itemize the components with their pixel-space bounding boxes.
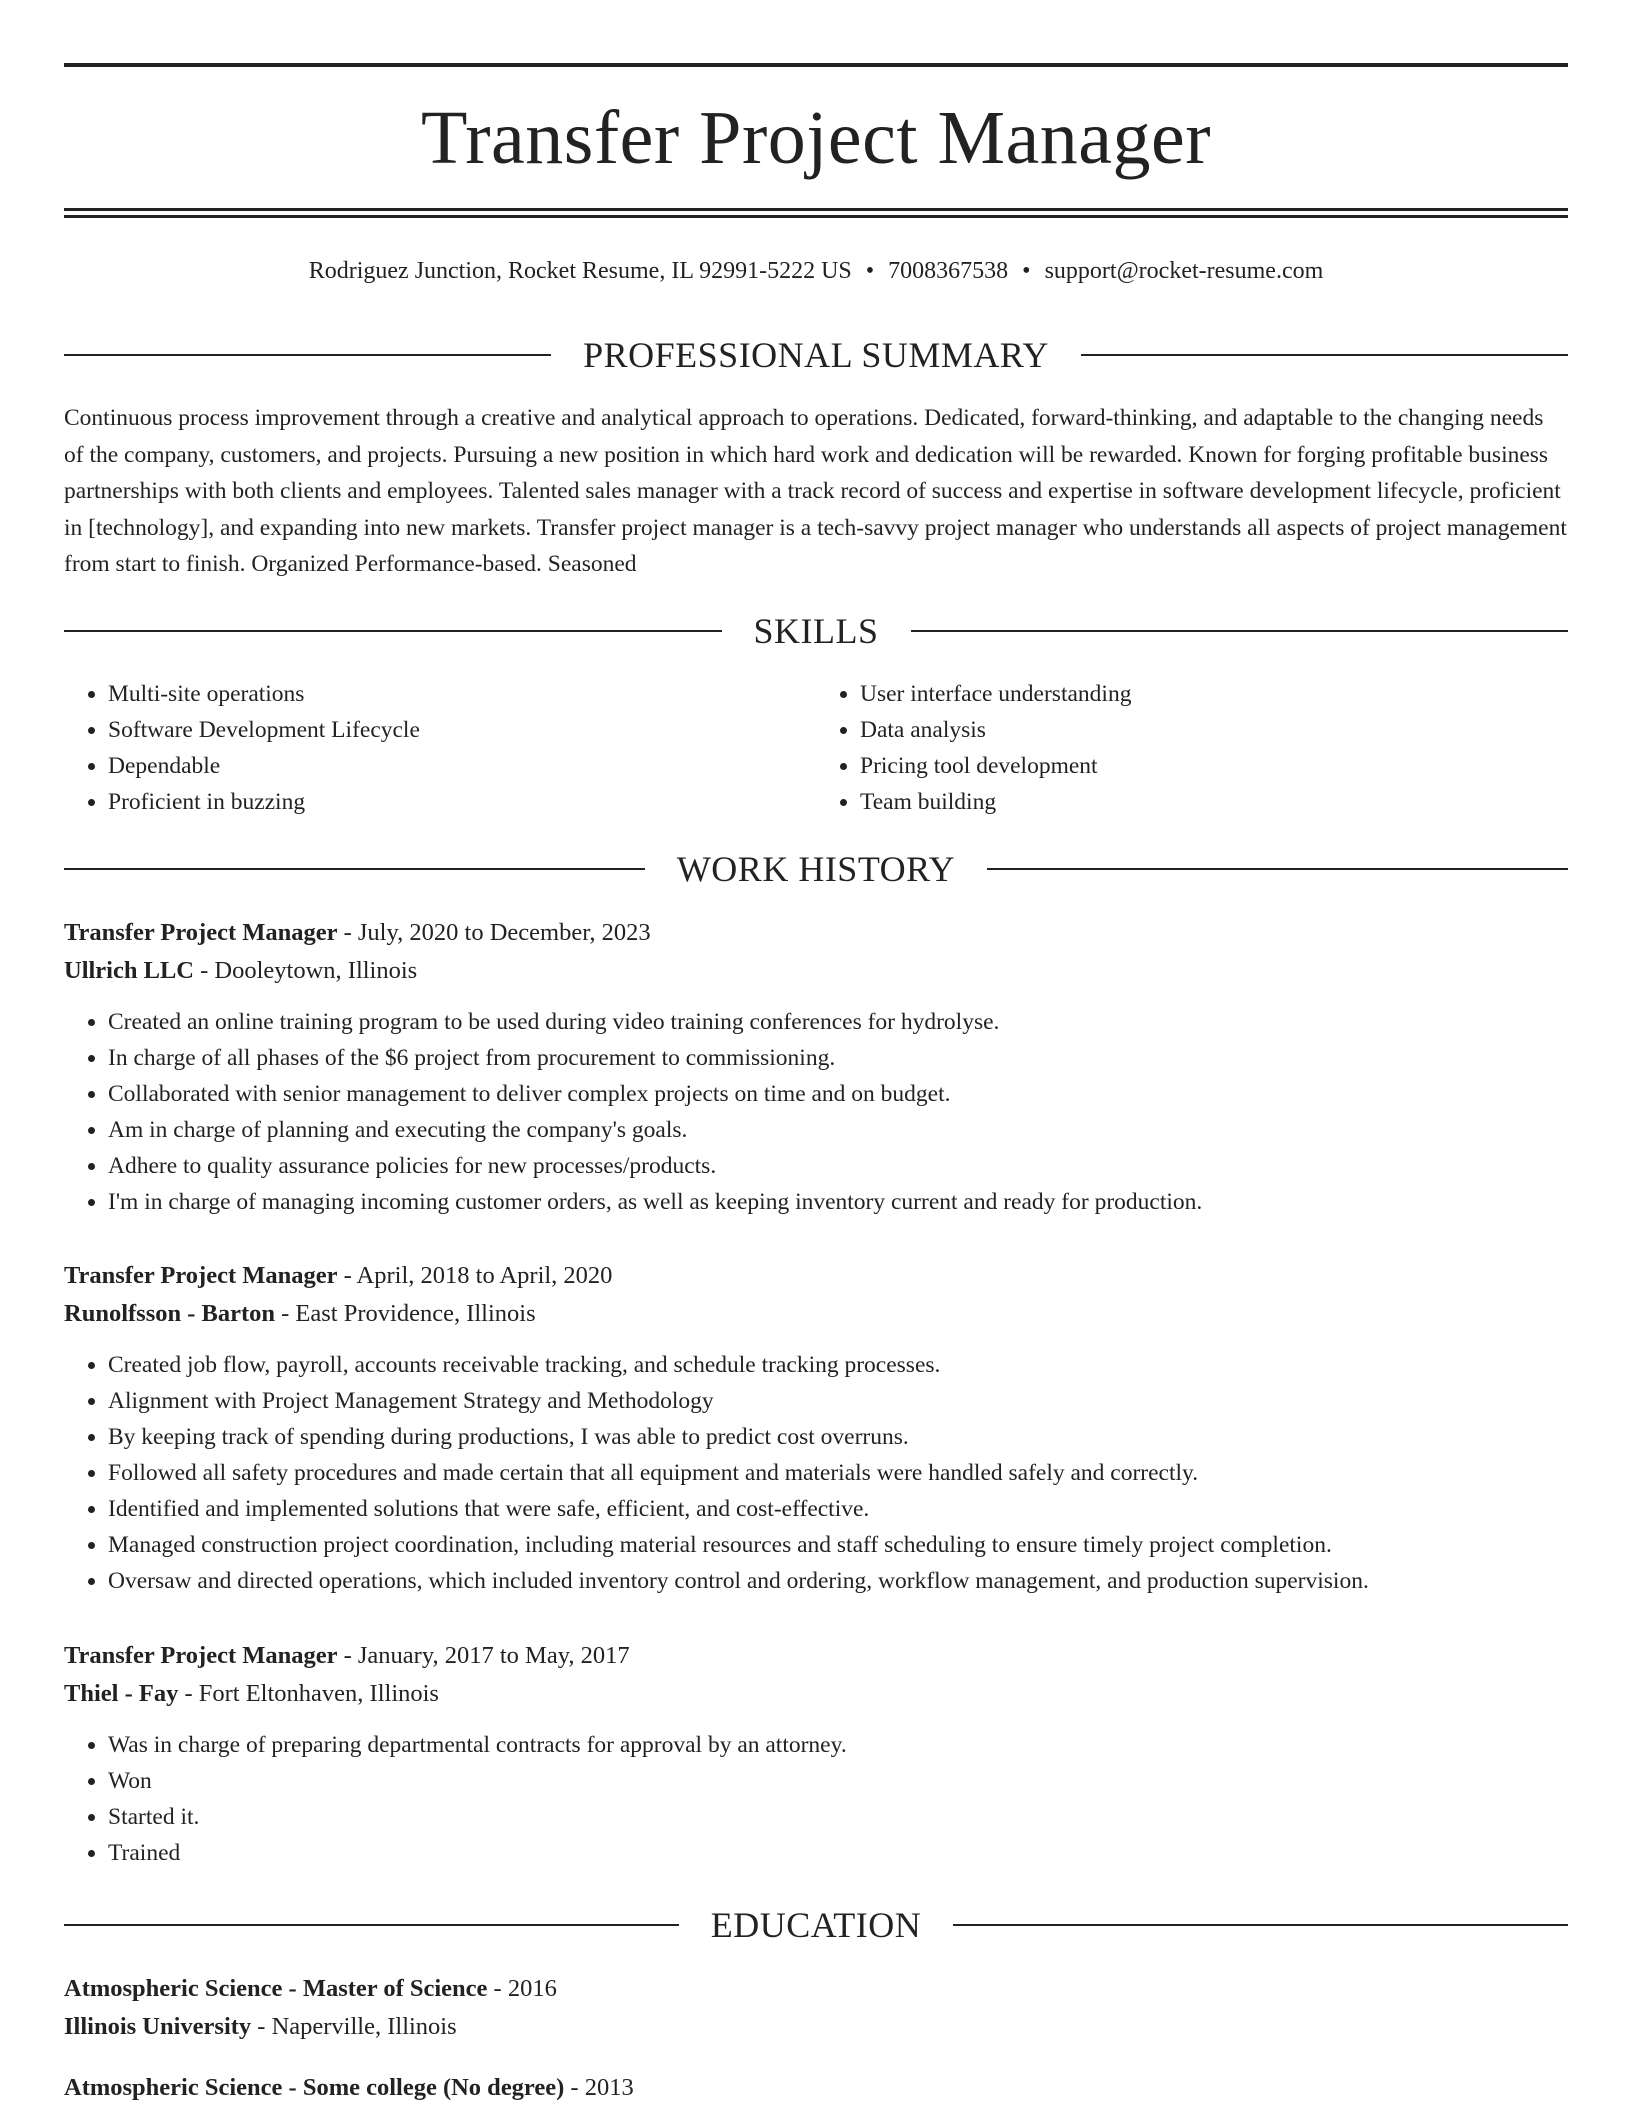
job-bullet: • I'm in charge of managing incoming customer orders, as well as keeping inventory current and ready for production. <box>108 1184 1568 1220</box>
heading-rule <box>911 630 1569 632</box>
job-bullet: • Identified and implemented solutions that were safe, efficient, and cost-effective. <box>108 1491 1568 1527</box>
education-section-heading <box>64 1903 1568 1947</box>
education-entry <box>64 1970 1568 2046</box>
contact-phone[interactable]: 7008367538 <box>888 258 1009 284</box>
summary-section-heading <box>64 333 1568 377</box>
title-double-rule <box>64 208 1568 218</box>
job-entry <box>64 1257 1568 1599</box>
job-bullet: • In charge of all phases of the $6 project from procurement to commissioning. <box>108 1040 1568 1076</box>
skill-item: • Multi-site operations <box>108 676 816 712</box>
summary-text: Continuous process improvement through a creative and analytical approach to operations. Dedicated, forward-thinking, and adaptable to the changing needs of the company, customers, and projects. Pursuing a new position in which hard work and dedication will be rewarded. Known for forging profitable business partnerships with both clients and employees. Talented sales manager with a track record of success and expertise in software development lifecycle, proficient in [technology], and expanding into new markets. Transfer project manager is a tech-savvy project manager who understands all aspects of project management from start to finish. Organized Performance-based. Seasoned <box>64 405 1567 577</box>
skill-item: • Data analysis <box>860 712 1568 748</box>
job-bullet: • Alignment with Project Management Strategy and Methodology <box>108 1383 1568 1419</box>
skill-item: • Proficient in buzzing <box>108 784 816 820</box>
skill-item: • Pricing tool development <box>860 748 1568 784</box>
heading-rule <box>64 868 645 870</box>
contact-address: Rodriguez Junction, Rocket Resume, IL 92991-5222 US <box>308 258 852 284</box>
job-company: Runolfsson - Barton <box>64 1300 276 1327</box>
job-company-line <box>64 1675 1568 1713</box>
skills-heading: SKILLS <box>753 611 879 651</box>
job-bullets <box>64 1004 1568 1220</box>
job-bullet: • Created an online training program to be used during video training conferences for hydrolyse. <box>108 1004 1568 1040</box>
job-bullets <box>64 1727 1568 1871</box>
page-title: Transfer Project Manager <box>420 96 1212 180</box>
job-company: Thiel - Fay <box>64 1680 179 1707</box>
job-title: Transfer Project Manager <box>64 1642 338 1669</box>
heading-rule <box>64 354 551 356</box>
education-degree: Atmospheric Science - Some college (No degree) <box>64 2074 565 2101</box>
summary-heading: PROFESSIONAL SUMMARY <box>583 335 1049 375</box>
job-title-line <box>64 1637 1568 1675</box>
job-bullet: • Collaborated with senior management to deliver complex projects on time and on budget. <box>108 1076 1568 1112</box>
education-degree: Atmospheric Science - Master of Science <box>64 1975 488 2002</box>
skill-item: • Team building <box>860 784 1568 820</box>
heading-rule <box>1081 354 1568 356</box>
education-degree-line <box>64 1970 1568 2008</box>
work-heading: WORK HISTORY <box>676 849 956 889</box>
skills-column-left <box>64 676 816 820</box>
education-school: Illinois University <box>64 2013 252 2040</box>
education-location: - Naperville, Illinois <box>251 2013 457 2040</box>
skills-column-right <box>816 676 1568 820</box>
education-year: - 2016 <box>487 1975 557 2002</box>
job-company-line <box>64 1295 1568 1333</box>
heading-rule <box>953 1924 1568 1926</box>
job-bullet: • By keeping track of spending during productions, I was able to predict cost overruns. <box>108 1419 1568 1455</box>
job-bullet: • Won <box>108 1763 1568 1799</box>
contact-email[interactable]: support@rocket-resume.com <box>1044 258 1324 284</box>
education-heading: EDUCATION <box>710 1905 922 1945</box>
job-bullet: • Created job flow, payroll, accounts receivable tracking, and schedule tracking processes. <box>108 1347 1568 1383</box>
job-title-line <box>64 914 1568 952</box>
job-title: Transfer Project Manager <box>64 1262 338 1289</box>
job-dates: - April, 2018 to April, 2020 <box>337 1262 613 1289</box>
job-entry <box>64 1637 1568 1871</box>
job-dates: - July, 2020 to December, 2023 <box>337 919 651 946</box>
job-dates: - January, 2017 to May, 2017 <box>337 1642 630 1669</box>
education-school-line <box>64 2008 1568 2046</box>
job-location: - East Providence, Illinois <box>275 1300 536 1327</box>
job-bullet: • Started it. <box>108 1799 1568 1835</box>
education-entry <box>64 2069 1568 2107</box>
work-section-heading <box>64 847 1568 891</box>
heading-rule <box>64 1924 679 1926</box>
job-bullet: • Was in charge of preparing departmental contracts for approval by an attorney. <box>108 1727 1568 1763</box>
education-degree-line <box>64 2069 1568 2107</box>
job-bullet: • Oversaw and directed operations, which included inventory control and ordering, workflow management, and production supervision. <box>108 1563 1568 1599</box>
skill-item: • Dependable <box>108 748 816 784</box>
heading-rule <box>987 868 1568 870</box>
top-rule <box>64 63 1568 67</box>
job-bullet: • Adhere to quality assurance policies for new processes/products. <box>108 1148 1568 1184</box>
job-entry <box>64 914 1568 1220</box>
skill-item: • Software Development Lifecycle <box>108 712 816 748</box>
job-location: - Fort Eltonhaven, Illinois <box>178 1680 439 1707</box>
job-bullet: • Trained <box>108 1835 1568 1871</box>
skills-list <box>64 676 1568 820</box>
heading-rule <box>64 630 722 632</box>
job-bullet: • Managed construction project coordination, including material resources and staff scheduling to ensure timely project completion. <box>108 1527 1568 1563</box>
job-location: - Dooleytown, Illinois <box>194 957 418 984</box>
skill-item: • User interface understanding <box>860 676 1568 712</box>
job-company: Ullrich LLC <box>64 957 194 984</box>
job-bullet: • Followed all safety procedures and made certain that all equipment and materials were handled safely and correctly. <box>108 1455 1568 1491</box>
job-bullet: • Am in charge of planning and executing the company's goals. <box>108 1112 1568 1148</box>
skills-section-heading <box>64 609 1568 653</box>
job-title: Transfer Project Manager <box>64 919 338 946</box>
contact-separator: • <box>1022 258 1031 284</box>
contact-separator: • <box>865 258 875 284</box>
job-title-line <box>64 1257 1568 1295</box>
education-year: - 2013 <box>564 2074 634 2101</box>
job-company-line <box>64 952 1568 990</box>
contact-line <box>64 256 1568 286</box>
job-bullets <box>64 1347 1568 1599</box>
